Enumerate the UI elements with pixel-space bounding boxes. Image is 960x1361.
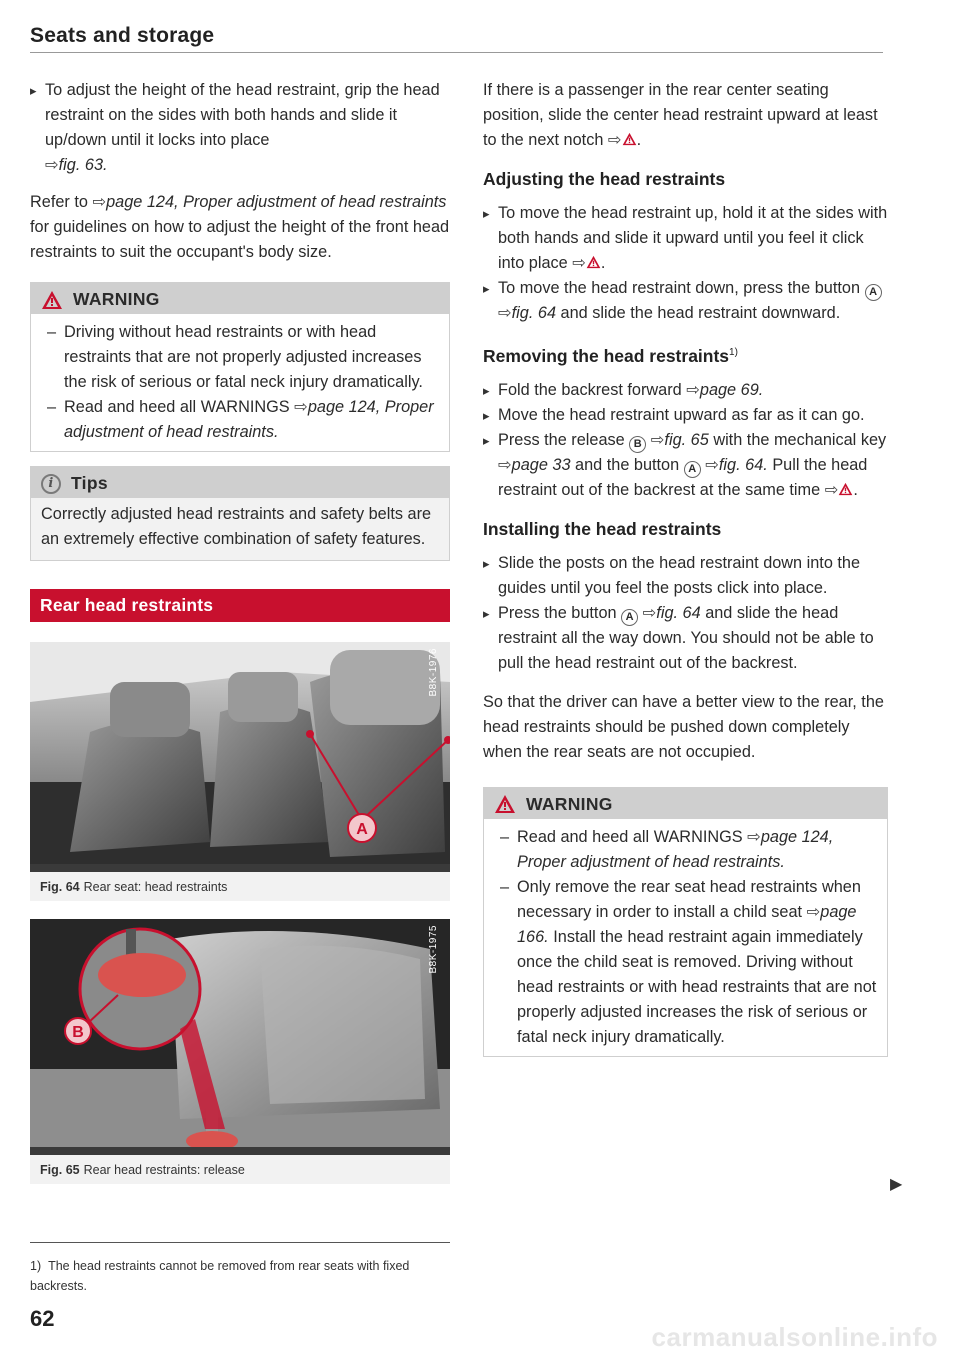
figure-caption: Fig. 64 Rear seat: head restraints [30,872,450,901]
list-item: ▸ Move the head restraint upward as far as it can go. [483,403,888,428]
fig63-link[interactable]: fig. 63 [58,156,104,174]
page69-link[interactable]: page 69. [699,380,764,399]
warning-item: – Read and heed all WARNINGS ⇨page 124, Proper adjustment of head restraints. [494,825,877,875]
list-item: ▸ Press the button A ⇨fig. 64 and slide the head restraint all the way down. You should not be able to pull the head restraint out of the backrest. [483,601,888,676]
fig64-link[interactable]: fig. 64 [511,304,557,322]
page124-link[interactable]: page 124, Proper adjustment of head restraints. [517,827,834,871]
warning-header [484,788,887,819]
warning-item: – Only remove the rear seat head restraints when necessary in order to install a child seat ⇨page 166. Install the head restraint again immediately once the child seat is removed. Driving without head restraints or with head restraints that are not properly adjusted increases the risk of serious or fatal neck injury dramatically. [494,875,877,1050]
page124-link[interactable]: page 124, Proper adjustment of head restraints. [64,398,434,441]
list-item: ▸ Press the release B ⇨fig. 65 with the mechanical key ⇨page 33 and the button A ⇨fig. 64. Pull the head restraint out of the backrest at the same time ⇨ . [483,428,888,503]
button-a-badge: A [865,284,882,301]
header-divider [30,52,883,53]
arrow-right-icon: ⇨ [705,455,719,474]
list-item: ▸ Slide the posts on the head restraint down into the guides until you feel the posts click into place. [483,551,888,601]
fig64-link[interactable]: fig. 64 [656,603,701,622]
arrow-right-icon: ⇨ [650,430,665,449]
page-number: 62 [30,1306,55,1331]
button-b-badge: B [629,436,646,453]
warning-title: WARNING [526,793,613,814]
tips-header [31,467,449,498]
page-header-title: Seats and storage [30,24,215,47]
footnote-mark: 1) [729,347,738,358]
figure-code: B8K-1976 [428,648,439,697]
intro-bullet-text: To adjust the height of the head restraint, grip the head restraint on the sides with both hands and slide it up/down until it locks into place [45,81,440,149]
arrow-right-icon: ⇨ [294,398,308,416]
arrow-right-icon: ⇨ [607,131,622,149]
head-restraint-release-illustration [30,919,450,1147]
warning-triangle-icon [622,132,637,146]
section-heading: Adjusting the head restraints [483,169,726,189]
warning-triangle-icon [586,255,601,269]
warning-triangle-icon [838,482,853,496]
arrow-right-icon: ⇨ [498,455,512,474]
rear-seat-illustration [30,642,450,864]
warning-body [31,314,449,451]
page33-link[interactable]: page 33 [511,455,571,474]
page124-link[interactable]: page 124, Proper adjustment of head restraints [106,193,447,211]
warning-box [483,787,888,1057]
figure-65 [30,919,450,1184]
info-paragraph: So that the driver can have a better view to the rear, the head restraints should be pushed down completely when the rear seats are not occupied. [483,692,884,761]
watermark: carmanualsonline.info [651,1322,938,1352]
warning-item: – Driving without head restraints or with head restraints that are not properly adjusted increases the risk of serious or fatal neck injury dramatically. [41,320,439,395]
left-column [30,78,450,1184]
warning-item: – Read and heed all WARNINGS ⇨page 124, Proper adjustment of head restraints. [41,395,439,445]
section-heading: Removing the head restraints$^{1)}$ [483,345,738,366]
section-title-bar: Rear head restraints [30,589,450,622]
arrow-right-icon: ⇨ [686,380,700,399]
arrow-right-icon: ⇨ [642,603,657,622]
arrow-right-icon: ⇨ [572,254,586,272]
button-a-badge: A [684,461,701,478]
list-item: ▸ To move the head restraint up, hold it at the sides with both hands and slide it upward until you feel it click into place ⇨ . [483,201,888,276]
callout-a: A [356,821,368,838]
section-heading: Installing the head restraints [483,518,722,539]
arrow-right-icon: ⇨ [92,193,107,211]
arrow-right-icon: ⇨ [498,304,512,322]
arrow-right-icon: ⇨ [824,480,839,499]
tips-box [30,466,450,561]
warning-triangle-icon [494,794,516,814]
footnote-text: The head restraints cannot be removed from rear seats with fixed backrests. [30,1259,410,1293]
tips-title: Tips [71,473,108,493]
arrow-right-icon: ⇨ [806,902,821,921]
warning-body [484,819,887,1056]
intro-bullet: ▸ To adjust the height of the head restraint, grip the head restraint on the sides with both hands and slide it up/down until it locks into place ⇨fig. 63. [30,78,450,178]
arrow-right-icon: ⇨ [45,156,59,174]
figure-caption: Fig. 65 Rear head restraints: release [30,1155,450,1184]
list-item: ▸ Fold the backrest forward ⇨page 69. [483,378,888,403]
list-item: ▸ To move the head restraint down, press the button A ⇨fig. 64 and slide the head restraint downward. [483,276,888,326]
footnote-mark: 1) [30,1259,42,1273]
warning-title: WARNING [73,289,160,309]
arrow-right-icon: ⇨ [747,827,761,846]
fig64-link[interactable]: fig. 64. [718,455,768,474]
page166-link[interactable]: page 166. [517,902,857,946]
warning-header [31,283,449,314]
continue-arrow-icon: ▶ [890,1176,903,1193]
footnote [30,1256,450,1296]
button-a-badge: A [621,609,638,626]
figure-code: B8K-1975 [428,925,439,974]
refer-paragraph: Refer to ⇨page 124, Proper adjustment of head restraints for guidelines on how to adjust the height of the front head restraints to suit the occupant's body size. [30,193,450,261]
intro-paragraph: If there is a passenger in the rear center seating position, slide the center head restraint upward at least to the next notch ⇨ . [483,81,878,149]
right-column [483,78,888,1057]
footnote-divider [30,1242,450,1243]
tips-body: Correctly adjusted head restraints and safety belts are an extremely effective combination of safety features. [41,505,432,548]
warning-triangle-icon [41,290,63,310]
warning-box [30,282,450,452]
info-icon: i [41,474,61,494]
callout-b: B [72,1024,84,1041]
fig65-link[interactable]: fig. 65 [664,430,709,449]
figure-64 [30,642,450,901]
